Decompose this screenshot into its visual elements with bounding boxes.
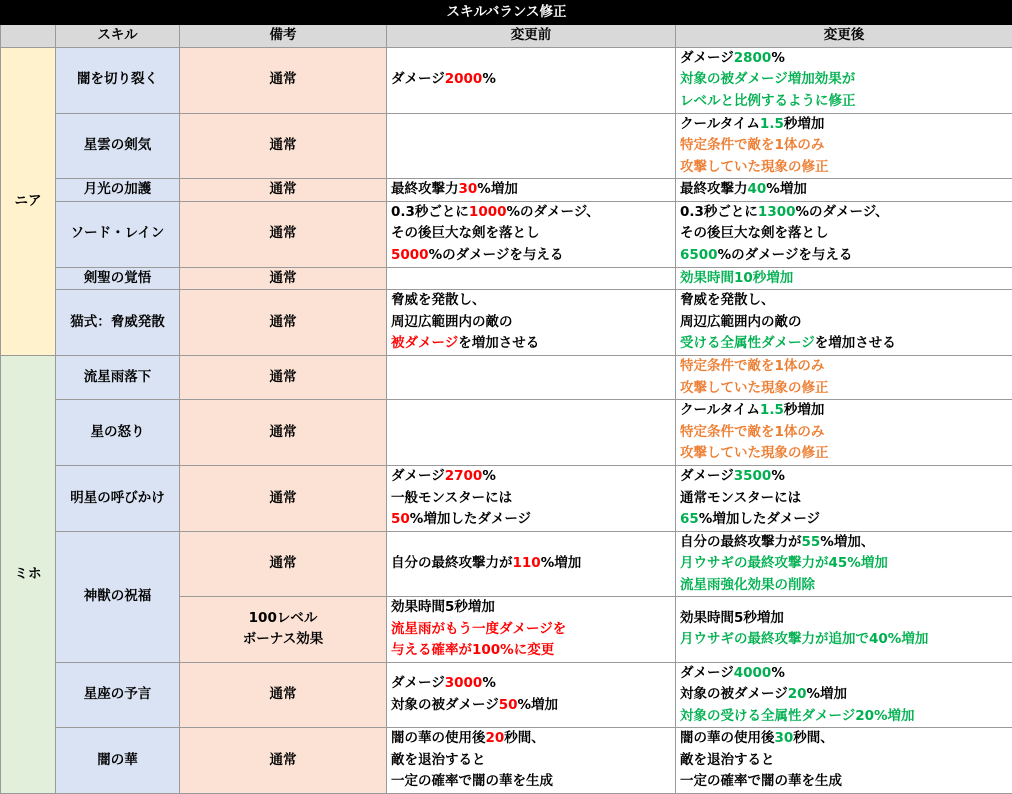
- cell-line: [680, 245, 1008, 267]
- note-cell-bonus: [180, 597, 387, 663]
- cell-line: [680, 750, 1008, 772]
- note-cell: 通常: [180, 113, 387, 179]
- table-row: [1, 356, 1012, 400]
- text-segment: 秒間、: [793, 730, 834, 746]
- text-segment: 周辺広範囲内の敵の: [680, 314, 802, 330]
- cell-line: [391, 69, 671, 91]
- text-segment: 周辺広範囲内の敵の: [391, 314, 513, 330]
- highlighted-text: 攻撃していた現象の修正: [680, 445, 829, 461]
- skill-name: 神獣の祝福: [56, 531, 180, 662]
- cell-line: [391, 245, 671, 267]
- table-row: [1, 267, 1012, 290]
- note-cell: 通常: [180, 47, 387, 113]
- cell-line: [680, 771, 1008, 793]
- text-segment: %: [771, 665, 785, 681]
- cell-line: [680, 356, 1008, 378]
- table-row: [1, 47, 1012, 113]
- cell-line: [680, 629, 1008, 651]
- highlighted-text: 与える確率が100%に変更: [391, 642, 554, 658]
- text-segment: %のダメージ、: [507, 204, 600, 220]
- cell-line: [680, 268, 1008, 290]
- text-segment: を増加させる: [458, 335, 539, 351]
- cell-line: [680, 157, 1008, 179]
- cell-line: [391, 728, 671, 750]
- cell-line: [391, 312, 671, 334]
- header-row: [1, 25, 1012, 48]
- text-segment: 対象の被ダメージ: [680, 686, 788, 702]
- highlighted-text: 1.5: [760, 402, 784, 418]
- header-after: 変更後: [676, 25, 1012, 48]
- before-cell: [387, 662, 676, 728]
- highlighted-text: 3500: [734, 468, 772, 484]
- text-segment: 脅威を発散し、: [391, 292, 486, 308]
- after-cell: [676, 179, 1012, 202]
- highlighted-text: 2000: [445, 71, 483, 87]
- table-row: [1, 201, 1012, 267]
- header-skill: スキル: [56, 25, 180, 48]
- header-group-blank: [1, 25, 56, 48]
- cell-line: [680, 422, 1008, 444]
- text-segment: %増加: [518, 697, 559, 713]
- cell-line: [680, 684, 1008, 706]
- highlighted-text: 50: [391, 511, 410, 527]
- cell-line: [680, 378, 1008, 400]
- highlighted-text: 特定条件で敵を1体のみ: [680, 424, 824, 440]
- highlighted-text: 特定条件で敵を1体のみ: [680, 137, 824, 153]
- highlighted-text: 5000: [391, 247, 429, 263]
- note-cell: 通常: [180, 662, 387, 728]
- table-row: [1, 400, 1012, 466]
- cell-line: [391, 597, 671, 619]
- cell-line: [680, 706, 1008, 728]
- text-segment: を増加させる: [815, 335, 896, 351]
- after-cell: [676, 356, 1012, 400]
- text-segment: 秒増加: [784, 116, 825, 132]
- text-segment: 通常モンスターには: [680, 490, 801, 506]
- after-cell: [676, 400, 1012, 466]
- after-cell: [676, 531, 1012, 597]
- before-cell: [387, 728, 676, 794]
- text-segment: 最終攻撃力: [391, 181, 459, 197]
- text-segment: %: [482, 468, 496, 484]
- note-line: 100レベル: [184, 608, 382, 630]
- cell-line: [680, 179, 1008, 201]
- after-cell: [676, 728, 1012, 794]
- highlighted-text: 2700: [445, 468, 483, 484]
- before-cell: [387, 597, 676, 663]
- text-segment: 0.3秒ごとに: [391, 204, 469, 220]
- note-cell: 通常: [180, 356, 387, 400]
- text-segment: 脅威を発散し、: [680, 292, 775, 308]
- text-segment: %増加、: [820, 534, 874, 550]
- skill-name: 明星の呼びかけ: [56, 466, 180, 532]
- text-segment: ダメージ: [391, 468, 445, 484]
- cell-line: [391, 290, 671, 312]
- text-segment: 対象の被ダメージ: [391, 697, 499, 713]
- table-row: [1, 728, 1012, 794]
- highlighted-text: 20: [486, 730, 505, 746]
- before-cell: [387, 47, 676, 113]
- highlighted-text: 受ける全属性ダメージ: [680, 335, 815, 351]
- highlighted-text: 月ウサギの最終攻撃力が45%増加: [680, 555, 888, 571]
- after-cell: [676, 267, 1012, 290]
- highlighted-text: 55: [802, 534, 821, 550]
- text-segment: 効果時間5秒増加: [680, 610, 784, 626]
- note-line: ボーナス効果: [184, 629, 382, 651]
- cell-line: [680, 532, 1008, 554]
- note-cell: 通常: [180, 466, 387, 532]
- note-cell: 通常: [180, 267, 387, 290]
- cell-line: [680, 466, 1008, 488]
- cell-line: [391, 333, 671, 355]
- text-segment: 闇の華の使用後: [391, 730, 486, 746]
- before-cell: [387, 290, 676, 356]
- highlighted-text: 効果時間10秒増加: [680, 270, 793, 286]
- text-segment: ダメージ: [680, 468, 734, 484]
- cell-line: [680, 443, 1008, 465]
- highlighted-text: 攻撃していた現象の修正: [680, 159, 829, 175]
- note-cell: 通常: [180, 290, 387, 356]
- skill-name: 星座の予言: [56, 662, 180, 728]
- after-cell: [676, 113, 1012, 179]
- table-row: [1, 531, 1012, 597]
- text-segment: クールタイム: [680, 116, 760, 132]
- text-segment: %のダメージを与える: [718, 247, 853, 263]
- text-segment: %増加したダメージ: [699, 511, 820, 527]
- cell-line: [391, 509, 671, 531]
- text-segment: %: [771, 468, 785, 484]
- highlighted-text: 流星雨がもう一度ダメージを: [391, 621, 566, 637]
- skill-name: 流星雨落下: [56, 356, 180, 400]
- highlighted-text: 1.5: [760, 116, 784, 132]
- cell-line: [680, 223, 1008, 245]
- after-cell: [676, 290, 1012, 356]
- cell-line: [391, 223, 671, 245]
- cell-line: [680, 91, 1008, 113]
- text-segment: ダメージ: [680, 665, 734, 681]
- table-row: [1, 466, 1012, 532]
- note-cell: 通常: [180, 728, 387, 794]
- before-cell: [387, 531, 676, 597]
- cell-line: [680, 202, 1008, 224]
- text-segment: 最終攻撃力: [680, 181, 748, 197]
- cell-line: [680, 509, 1008, 531]
- cell-line: [391, 673, 671, 695]
- note-cell: 通常: [180, 531, 387, 597]
- text-segment: その後巨大な剣を落とし: [391, 225, 540, 241]
- cell-line: [391, 750, 671, 772]
- skill-name: 星雲の剣気: [56, 113, 180, 179]
- table-row: [1, 179, 1012, 202]
- cell-line: [391, 202, 671, 224]
- cell-line: [391, 488, 671, 510]
- cell-line: [680, 114, 1008, 136]
- after-cell: [676, 47, 1012, 113]
- highlighted-text: 30: [775, 730, 794, 746]
- text-segment: %増加: [807, 686, 848, 702]
- cell-line: [391, 619, 671, 641]
- text-segment: %増加: [477, 181, 518, 197]
- text-segment: 秒増加: [784, 402, 825, 418]
- after-cell: [676, 466, 1012, 532]
- highlighted-text: 特定条件で敵を1体のみ: [680, 358, 824, 374]
- cell-line: [391, 640, 671, 662]
- cell-line: [680, 488, 1008, 510]
- cell-line: [680, 553, 1008, 575]
- highlighted-text: 月ウサギの最終攻撃力が追加で40%増加: [680, 631, 928, 647]
- cell-line: [680, 608, 1008, 630]
- text-segment: ダメージ: [680, 50, 734, 66]
- text-segment: 一定の確率で闇の華を生成: [391, 773, 553, 789]
- highlighted-text: 30: [459, 181, 478, 197]
- skill-name: 闇の華: [56, 728, 180, 794]
- cell-line: [680, 663, 1008, 685]
- text-segment: %: [482, 71, 496, 87]
- text-segment: クールタイム: [680, 402, 760, 418]
- cell-line: [391, 771, 671, 793]
- text-segment: %増加したダメージ: [410, 511, 531, 527]
- before-cell: [387, 267, 676, 290]
- skill-name: 闇を切り裂く: [56, 47, 180, 113]
- skill-name: 猫式：脅威発散: [56, 290, 180, 356]
- highlighted-text: 110: [513, 555, 541, 571]
- group-nia: ニア: [1, 47, 56, 356]
- cell-line: [680, 400, 1008, 422]
- before-cell: [387, 466, 676, 532]
- table-title: スキルバランス修正: [1, 1, 1012, 25]
- highlighted-text: 2800: [734, 50, 772, 66]
- highlighted-text: 65: [680, 511, 699, 527]
- cell-line: [680, 312, 1008, 334]
- after-cell: [676, 201, 1012, 267]
- text-segment: %: [482, 675, 496, 691]
- text-segment: %のダメージ、: [796, 204, 889, 220]
- note-cell: 通常: [180, 400, 387, 466]
- table-row: [1, 662, 1012, 728]
- highlighted-text: 被ダメージ: [391, 335, 458, 351]
- skill-name: 月光の加護: [56, 179, 180, 202]
- text-segment: 敵を退治すると: [391, 752, 486, 768]
- group-miho: ミホ: [1, 356, 56, 794]
- highlighted-text: 20: [788, 686, 807, 702]
- text-segment: その後巨大な剣を落とし: [680, 225, 829, 241]
- highlighted-text: 1300: [758, 204, 796, 220]
- before-cell: [387, 179, 676, 202]
- text-segment: 一定の確率で闇の華を生成: [680, 773, 842, 789]
- highlighted-text: 対象の受ける全属性ダメージ20%増加: [680, 708, 915, 724]
- cell-line: [391, 553, 671, 575]
- cell-line: [680, 48, 1008, 70]
- before-cell: [387, 113, 676, 179]
- highlighted-text: 50: [499, 697, 518, 713]
- highlighted-text: 6500: [680, 247, 718, 263]
- text-segment: %のダメージを与える: [429, 247, 564, 263]
- text-segment: 自分の最終攻撃力が: [680, 534, 802, 550]
- cell-line: [680, 69, 1008, 91]
- table-row: [1, 113, 1012, 179]
- highlighted-text: 3000: [445, 675, 483, 691]
- cell-line: [391, 695, 671, 717]
- text-segment: %増加: [541, 555, 582, 571]
- text-segment: 0.3秒ごとに: [680, 204, 758, 220]
- cell-line: [391, 179, 671, 201]
- cell-line: [680, 290, 1008, 312]
- text-segment: 闇の華の使用後: [680, 730, 775, 746]
- highlighted-text: レベルと比例するように修正: [680, 93, 856, 109]
- cell-line: [680, 135, 1008, 157]
- before-cell: [387, 356, 676, 400]
- cell-line: [391, 466, 671, 488]
- skill-name: 星の怒り: [56, 400, 180, 466]
- highlighted-text: 1000: [469, 204, 507, 220]
- skill-name: ソード・レイン: [56, 201, 180, 267]
- after-cell: [676, 597, 1012, 663]
- after-cell: [676, 662, 1012, 728]
- header-note: 備考: [180, 25, 387, 48]
- text-segment: %: [771, 50, 785, 66]
- cell-line: [680, 575, 1008, 597]
- highlighted-text: 対象の被ダメージ増加効果が: [680, 71, 855, 87]
- text-segment: 自分の最終攻撃力が: [391, 555, 513, 571]
- before-cell: [387, 201, 676, 267]
- text-segment: 効果時間5秒増加: [391, 599, 495, 615]
- cell-line: [680, 333, 1008, 355]
- highlighted-text: 40: [748, 181, 767, 197]
- highlighted-text: 流星雨強化効果の削除: [680, 577, 815, 593]
- note-cell: 通常: [180, 179, 387, 202]
- note-cell: 通常: [180, 201, 387, 267]
- header-before: 変更前: [387, 25, 676, 48]
- cell-line: [680, 728, 1008, 750]
- before-cell: [387, 400, 676, 466]
- text-segment: ダメージ: [391, 71, 445, 87]
- text-segment: ダメージ: [391, 675, 445, 691]
- highlighted-text: 4000: [734, 665, 772, 681]
- text-segment: 秒間、: [504, 730, 545, 746]
- skill-name: 剣聖の覚悟: [56, 267, 180, 290]
- table-row: [1, 290, 1012, 356]
- text-segment: %増加: [766, 181, 807, 197]
- text-segment: 敵を退治すると: [680, 752, 775, 768]
- text-segment: 一般モンスターには: [391, 490, 512, 506]
- highlighted-text: 攻撃していた現象の修正: [680, 380, 829, 396]
